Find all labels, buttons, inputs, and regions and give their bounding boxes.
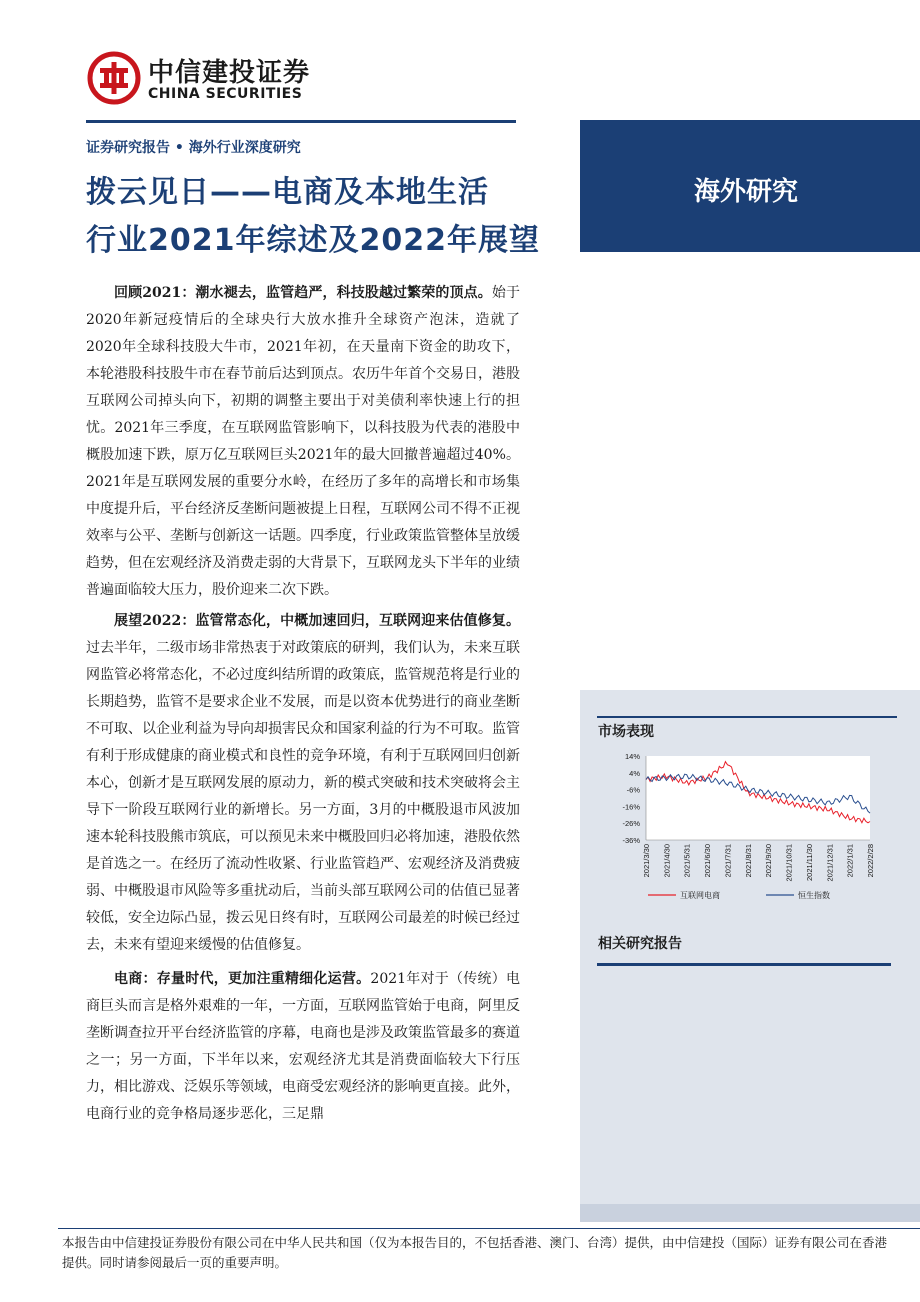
- paragraph-outlook-2022: [86, 608, 520, 959]
- sidebar-divider-top: [597, 716, 897, 718]
- logo-name-cn: 中信建投证券: [148, 58, 311, 88]
- chart-x-tick-label: 2021/10/31: [784, 844, 794, 882]
- chart-x-tick-label: 2022/1/31: [845, 844, 855, 878]
- chart-x-tick-label: 2021/6/30: [703, 844, 713, 878]
- chart-x-tick-label: 2021/11/30: [804, 844, 814, 881]
- logo-emblem-icon: [86, 50, 142, 106]
- market-performance-chart: [598, 748, 888, 908]
- report-title-line2: 行业2021年综述及2022年展望: [86, 223, 540, 258]
- chart-x-tick-label: 2021/12/31: [825, 844, 835, 882]
- chart-legend-label: 恒生指数: [798, 891, 830, 900]
- chart-y-tick-label: 14%: [624, 752, 640, 761]
- chart-x-tick-label: 2021/8/31: [743, 844, 753, 878]
- market-performance-heading: 市场表现: [598, 724, 654, 740]
- chart-x-tick-label: 2021/7/31: [723, 844, 733, 878]
- paragraph-text: 过去半年，二级市场非常热衷于对政策底的研判，我们认为，未来互联网监管必将常态化，不必过度纠结所谓的政策底，监管规范将是行业的长期趋势，监管不是要求企业不发展，而是以资本优势进行的商业垄断不可取、以企业利益为导向却损害民众和国家利益的行为不可取。监管有利于形成健康的商业模式和良性的竞争环境，有利于互联网回归创新本心，创新才是互联网发展的原动力，新的模式突破和技术突破将会主导下一阶段互联网行业的新增长。另一方面，3月的中概股退市风波加速本轮科技股熊市筑底，可以预见未来中概股回归必将加速，港股依然是首选之一。在经历了流动性收紧、行业监管趋严、宏观经济及消费疲弱、中概股退市风险等多重扰动后，当前头部互联网公司的估值已显著较低，安全边际凸显，拨云见日终有时，互联网公司最差的时候已经过去，未来有望迎来缓慢的估值修复。: [86, 640, 520, 953]
- chart-x-tick-label: 2021/3/30: [642, 844, 651, 878]
- chart-y-tick-label: -16%: [622, 802, 640, 812]
- chart-x-tick-label: 2021/9/30: [764, 844, 774, 878]
- header-divider: [86, 120, 516, 123]
- chart-x-tick-label: 2021/5/31: [682, 844, 692, 878]
- paragraph-lead: 展望2022：监管常态化，中概加速回归，互联网迎来估值修复。: [114, 613, 520, 629]
- related-reports-heading: 相关研究报告: [598, 936, 682, 952]
- footer-divider: [58, 1228, 920, 1229]
- paragraph-lead: 电商：存量时代，更加注重精细化运营。: [114, 971, 371, 987]
- chart-x-tick-label: 2021/4/30: [662, 844, 672, 878]
- logo-name-en: CHINA SECURITIES: [148, 86, 303, 102]
- sidebar-footer-band: [580, 1204, 920, 1222]
- company-logo: [86, 48, 326, 108]
- paragraph-text: 始于2020年新冠疫情后的全球央行大放水推升全球资产泡沫，造就了2020年全球科技股大牛市，2021年初，在天量南下资金的助攻下，本轮港股科技股牛市在春节前后达到顶点。农历牛年首个交易日，港股互联网公司掉头向下，初期的调整主要出于对美债利率快速上行的担忧。2021年三季度，在互联网监管影响下，以科技股为代表的港股中概股加速下跌，原万亿互联网巨头2021年的最大回撤普遍超过40%。2021年是互联网发展的重要分水岭，在经历了多年的高增长和市场集中度提升后，平台经济反垄断问题被提上日程，互联网公司不得不正视效率与公平、垄断与创新这一话题。四季度，行业政策监管整体呈放缓趋势，但在宏观经济及消费走弱的大背景下，互联网龙头下半年的业绩普遍面临较大压力，股价迎来二次下跌。: [86, 285, 521, 598]
- paragraph-lead: 回顾2021：潮水褪去，监管趋严，科技股越过繁荣的顶点。: [114, 285, 492, 301]
- paragraph-ecommerce: [86, 966, 520, 1128]
- chart-y-tick-label: 4%: [629, 768, 640, 778]
- sidebar-divider-related: [597, 963, 891, 966]
- chart-y-tick-label: -6%: [626, 785, 640, 795]
- paragraph-text: 2021年对于（传统）电商巨头而言是格外艰难的一年，一方面，互联网监管始于电商，阿里反垄断调查拉开平台经济监管的序幕，电商也是涉及政策监管最多的赛道之一；另一方面，下半年以来，宏观经济尤其是消费面临较大下行压力，相比游戏、泛娱乐等领域，电商受宏观经济的影响更直接。此外，电商行业的竞争格局逐步恶化，三足鼎: [86, 971, 520, 1122]
- chart-plot-area: [646, 756, 870, 840]
- paragraph-review-2021: [86, 280, 520, 604]
- chart-x-tick-label: 2022/2/28: [866, 844, 875, 878]
- chart-y-tick-label: -26%: [622, 819, 640, 829]
- report-type: 证券研究报告 • 海外行业深度研究: [86, 140, 301, 156]
- category-banner-label: 海外研究: [694, 177, 799, 207]
- footer-disclaimer: 本报告由中信建投证券股份有限公司在中华人民共和国（仅为本报告目的，不包括香港、澳门、台湾）提供，由中信建投（国际）证券有限公司在香港提供。同时请参阅最后一页的重要声明。: [62, 1235, 888, 1270]
- chart-legend-label: 互联网电商: [680, 891, 720, 900]
- report-title-line1: 拨云见日——电商及本地生活: [86, 175, 489, 210]
- chart-y-tick-label: -36%: [622, 836, 640, 845]
